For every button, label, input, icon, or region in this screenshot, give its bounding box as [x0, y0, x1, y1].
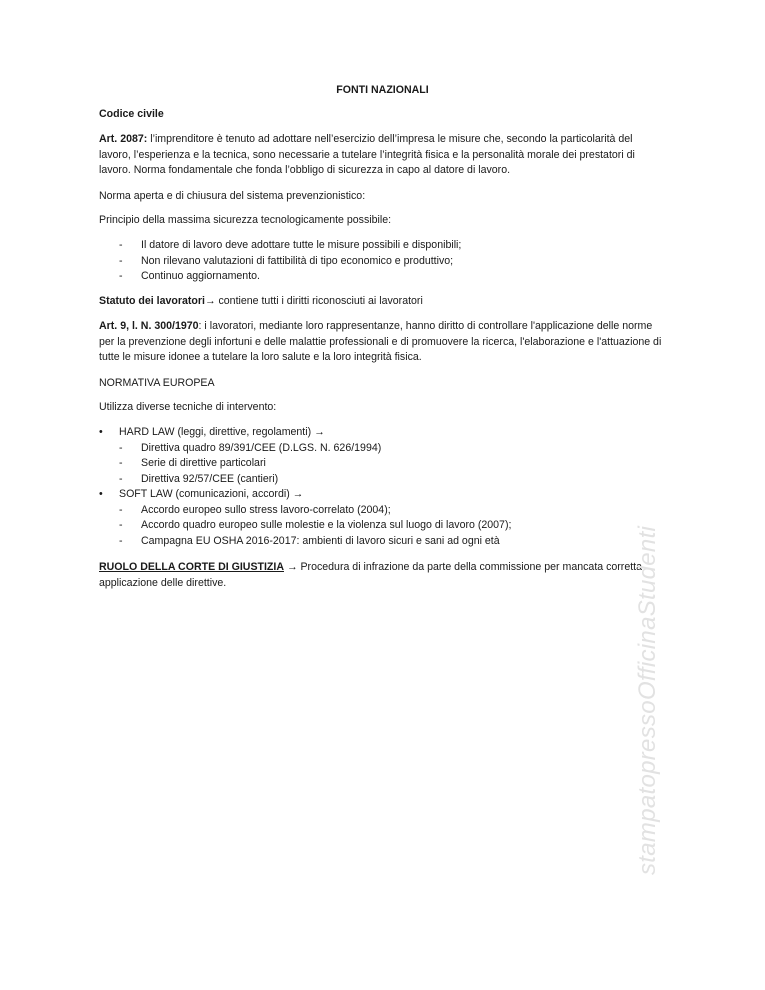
ruolo-text: → Procedura di infrazione da parte della commissione per mancata corretta applicazione delle direttive. [99, 561, 643, 589]
list-item: - Campagna EU OSHA 2016-2017: ambienti di lavoro sicuri e sani ad ogni età [99, 534, 666, 550]
art-9-text: : i lavoratori, mediante loro rappresentanze, hanno diritto di controllare l'applicazione delle norme per la prevenzione degli infortuni e delle malattie professionali e di promuovere la ricerca, l'elaborazione e l'attuazione di tutte le misure idonee a tutelare la loro salute e la loro integrità fisica. [99, 320, 662, 363]
list-item: - Serie di direttive particolari [99, 456, 666, 472]
list-item: - Continuo aggiornamento. [99, 269, 666, 285]
ruolo-paragraph [99, 560, 666, 591]
list-item: - Direttiva quadro 89/391/CEE (D.LGS. N. 626/1994) [99, 441, 666, 457]
page-title: FONTI NAZIONALI [336, 84, 429, 96]
list-item: - Accordo europeo sullo stress lavoro-correlato (2004); [99, 503, 666, 519]
soft-law-sublist [99, 503, 666, 550]
soft-law-label: SOFT LAW (comunicazioni, accordi) → [119, 488, 304, 500]
codice-civile-heading: Codice civile [99, 108, 164, 120]
dash-marker: - [119, 503, 123, 516]
watermark-text: stampatopressoOfficinaStudenti [634, 525, 661, 875]
hard-law-label: HARD LAW (leggi, direttive, regolamenti) → [119, 426, 325, 438]
soft-law-item [99, 487, 666, 549]
art-9-paragraph [99, 319, 666, 366]
ruolo-label: RUOLO DELLA CORTE DI GIUSTIZIA [99, 561, 284, 573]
dash-marker: - [119, 457, 123, 469]
tecniche-list [99, 425, 666, 549]
list-item: - Il datore di lavoro deve adottare tutte le misure possibili e disponibili; [99, 238, 666, 254]
arrow-icon: → [204, 295, 216, 307]
hard-law-sublist [99, 441, 666, 488]
dash-marker: - [119, 472, 123, 485]
dash-marker: - [119, 519, 123, 531]
norma-aperta-paragraph: Norma aperta e di chiusura del sistema prevenzionistico: [99, 190, 366, 202]
list-item: - Accordo quadro europeo sulle molestie e la violenza sul luogo di lavoro (2007); [99, 518, 666, 534]
art-9-label: Art. 9, l. N. 300/1970 [99, 320, 199, 332]
principio-paragraph: Principio della massima sicurezza tecnologicamente possibile: [99, 214, 392, 226]
dash-marker: - [119, 239, 123, 251]
normativa-europea-heading: NORMATIVA EUROPEA [99, 377, 215, 389]
dash-marker: - [119, 441, 123, 454]
list-item: - Non rilevano valutazioni di fattibilità di tipo economico e produttivo; [99, 254, 666, 270]
dash-marker: - [119, 254, 123, 267]
dash-marker: - [119, 534, 123, 547]
principio-list [99, 238, 666, 285]
art-2087-paragraph [99, 132, 666, 179]
statuto-paragraph [99, 294, 666, 310]
utilizza-paragraph: Utilizza diverse tecniche di intervento: [99, 401, 277, 413]
art-2087-text: l’imprenditore è tenuto ad adottare nell’esercizio dell’impresa le misure che, secondo la particolarità del lavoro, l’esperienza e la tecnica, sono necessarie a tutelare l’integrità fisica e la personalità morale dei prestatori di lavoro. Norma fondamentale che fonda l’obbligo di sicurezza in capo al datore di lavoro. [99, 133, 635, 176]
dash-marker: - [119, 270, 123, 282]
statuto-text: contiene tutti i diritti riconosciuti ai lavoratori [215, 295, 423, 307]
statuto-label: Statuto dei lavoratori [99, 295, 205, 307]
bullet-marker: • [99, 488, 103, 500]
hard-law-item [99, 425, 666, 487]
list-item: - Direttiva 92/57/CEE (cantieri) [99, 472, 666, 488]
bullet-marker: • [99, 426, 103, 438]
art-2087-label: Art. 2087: [99, 133, 148, 145]
